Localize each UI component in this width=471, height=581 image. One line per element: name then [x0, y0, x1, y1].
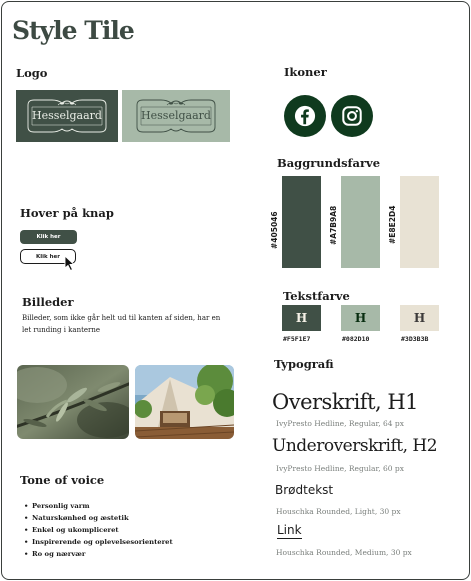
- logo-wordmark: Hesselgaard: [32, 109, 102, 122]
- tone-item: • Personlig varm: [24, 500, 173, 512]
- example-button-hover[interactable]: Klik her: [20, 249, 76, 264]
- logo-badge: [22, 97, 112, 135]
- typography-h1-caption: IvyPresto Hedline, Regular, 64 px: [276, 419, 404, 428]
- text-color-label-2: #082D10: [342, 335, 370, 343]
- icons-heading: Ikoner: [284, 65, 327, 79]
- glamping-tent-photo: [135, 365, 234, 439]
- facebook-icon[interactable]: [284, 95, 326, 137]
- typography-link-sample[interactable]: Link: [277, 523, 302, 537]
- bg-swatch-1: [282, 176, 321, 268]
- example-button[interactable]: Klik her: [20, 230, 77, 244]
- tone-list: [24, 500, 173, 560]
- text-color-label-3: #3D3B3B: [401, 335, 429, 343]
- bg-swatch-1-label: #405046: [270, 211, 279, 249]
- page-title: Style Tile: [12, 16, 134, 45]
- text-color-sample-2: H: [341, 305, 380, 331]
- logo-badge: [131, 97, 221, 135]
- bg-swatch-3-label: #E8E2D4: [388, 205, 397, 244]
- typography-body-sample: Brødtekst: [275, 483, 334, 497]
- bg-swatch-2: [341, 176, 380, 268]
- logo-wordmark: Hesselgaard: [141, 109, 211, 122]
- text-colors-heading: Tekstfarve: [283, 289, 350, 303]
- style-tile-frame: [1, 1, 470, 580]
- images-description: Billeder, som ikke går helt ud til kanten af siden, har en let runding i kanterne: [22, 314, 221, 334]
- typography-body-caption: Houschka Rounded, Light, 30 px: [276, 507, 401, 516]
- typography-h2-sample: Underoverskrift, H2: [272, 436, 438, 456]
- tone-item: • Enkel og ukompliceret: [24, 524, 173, 536]
- tone-heading: Tone of voice: [20, 473, 105, 487]
- logo-light-variant: [122, 90, 230, 142]
- bg-swatch-2-label: #A7B9A8: [329, 205, 338, 245]
- hover-heading: Hover på knap: [20, 206, 114, 220]
- typography-heading: Typografi: [274, 357, 334, 371]
- logo-dark-variant: [16, 90, 118, 142]
- typography-link-caption: Houschka Rounded, Medium, 30 px: [276, 548, 412, 557]
- bg-swatch-3: [400, 176, 439, 268]
- text-color-label-1: #F5F1E7: [283, 335, 311, 343]
- images-heading: Billeder: [22, 295, 74, 309]
- typography-h1-sample: Overskrift, H1: [272, 390, 419, 414]
- background-colors-heading: Baggrundsfarve: [277, 156, 381, 170]
- olive-branch-photo: [17, 365, 129, 439]
- logo-heading: Logo: [16, 66, 48, 80]
- tone-item: • Naturskønhed og æstetik: [24, 512, 173, 524]
- tone-item: • Inspirerende og oplevelsesorienteret: [24, 536, 173, 548]
- text-color-sample-1: H: [282, 305, 321, 331]
- instagram-icon[interactable]: [331, 95, 373, 137]
- typography-h2-caption: IvyPresto Hedline, Regular, 60 px: [276, 464, 404, 473]
- text-color-sample-3: H: [400, 305, 439, 331]
- tone-item: • Ro og nærvær: [24, 548, 173, 560]
- cursor-pointer-icon: [64, 255, 78, 272]
